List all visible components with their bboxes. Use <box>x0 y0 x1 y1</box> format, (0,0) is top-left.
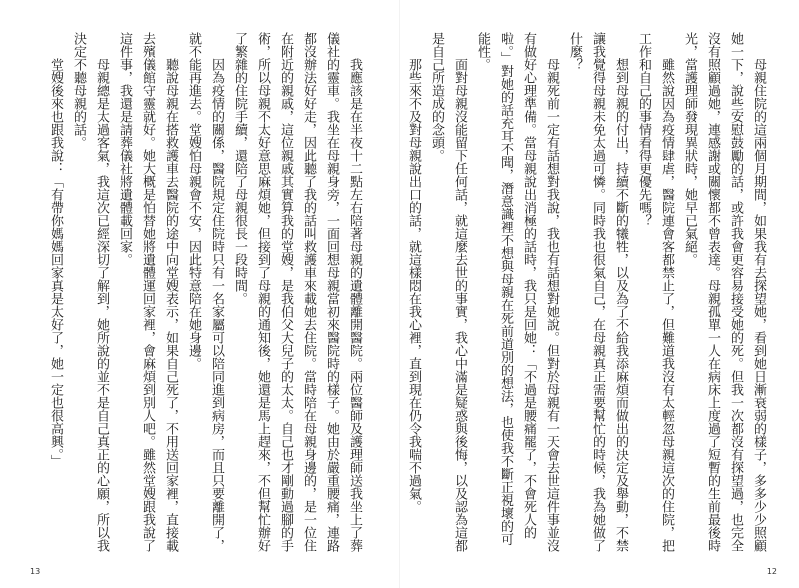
paragraph: 聽說母親在搭救護車去醫院的途中向堂嫂表示，如果自己死了，不用送回家裡，直接載去殯儀館守靈就好。她大概是怕替她將遺體運回家裡，會麻煩到別人吧。雖然堂嫂跟我說了這件事，我還是請葬儀社將遺體載回家。 <box>117 32 178 552</box>
paragraph: 想到母親的付出，持續不斷的犧牲，以及為了不給我添麻煩而做出的決定及舉動，不禁讓我覺得母親未免太過可憐。同時我也很氣自己，在母親真正需要幫忙的時候，我為她做了什麼？ <box>567 32 628 552</box>
paragraph: 那些來不及對母親說出口的話，就這樣悶在我心裡，直到現在仍令我喘不過氣。 <box>406 58 421 513</box>
right-page <box>400 0 799 588</box>
page-number-right: 12 <box>766 567 777 576</box>
page-number-left: 13 <box>30 567 41 576</box>
paragraph: 堂嫂後來也跟我說：「有帶你媽媽回家真是太好了，她一定也很高興。」 <box>48 58 63 468</box>
paragraph: 雖然說因為疫情肆虐，醫院連會客都禁止了，但難道我沒有太輕忽母親這次的住院，把工作和自己的事情看得更優先嗎？ <box>636 32 674 552</box>
paragraph: 母親住院的這兩個月期間，如果我有去探望她，看到她日漸衰弱的樣子，多多少少照顧她一下，說些安慰鼓勵的話，或許我會更容易接受她的死。但我一次都沒有探望過，也完全沒有照顧過她，連感謝或關懷都不曾表達。母親孤單一人在病床上度過了短暫的生前最後時光，當護理師發現異狀時，她早已氣絕。 <box>682 32 766 552</box>
right-page-text <box>406 32 770 557</box>
paragraph: 面對母親沒能留下任何話，就這麼去世的事實，我心中滿是疑惑與後悔，以及認為這都是自己所造成的念頭。 <box>429 32 467 552</box>
paragraph: 母親死前一定有話想對我說，我也有話想對她說。但對於母親有一天會去世這件事並沒有做好心理準備。當母親說出消極的話時，我只是回她：「不過是腰痛罷了，不會死人的啦。」對她的話充耳不聞，潛意識裡不想與母親在死前道別的想法，也使我不斷正視壞的可能性。 <box>475 32 559 552</box>
left-page-text <box>46 32 366 557</box>
paragraph: 因為疫情的關係，醫院規定住院時只有一名家屬可以陪同進到病房，而且只要離開了，就不能再進去。堂嫂怕母親會不安，因此特意陪在她身邊。 <box>186 32 224 552</box>
paragraph: 母親總是太過客氣，我這次已經深切了解到，她所說的並不是自己真正的心願，所以我決定不聽母親的話。 <box>71 32 109 552</box>
paragraph: 我應該是在半夜十二點左右陪著母親的遺體離開醫院。兩位醫師及護理師送我坐上了葬儀社的靈車。我坐在母親身旁，一面回想母親當初來醫院時的樣子。她由於嚴重腰痛，連路都沒辦法好好走，因此聽了我的話叫救護車來載她去住院。當時陪在母親身邊的，是一位住在附近的親戚，這位親戚其實算我的堂嫂，是我伯父大兒子的太太。自己也才剛動過腳的手術，所以母親不太好意思麻煩她，但接到了母親的通知後，她還是馬上趕來，不但幫忙辦好了繁雜的住院手續，還陪了母親很長一段時間。 <box>232 32 362 552</box>
